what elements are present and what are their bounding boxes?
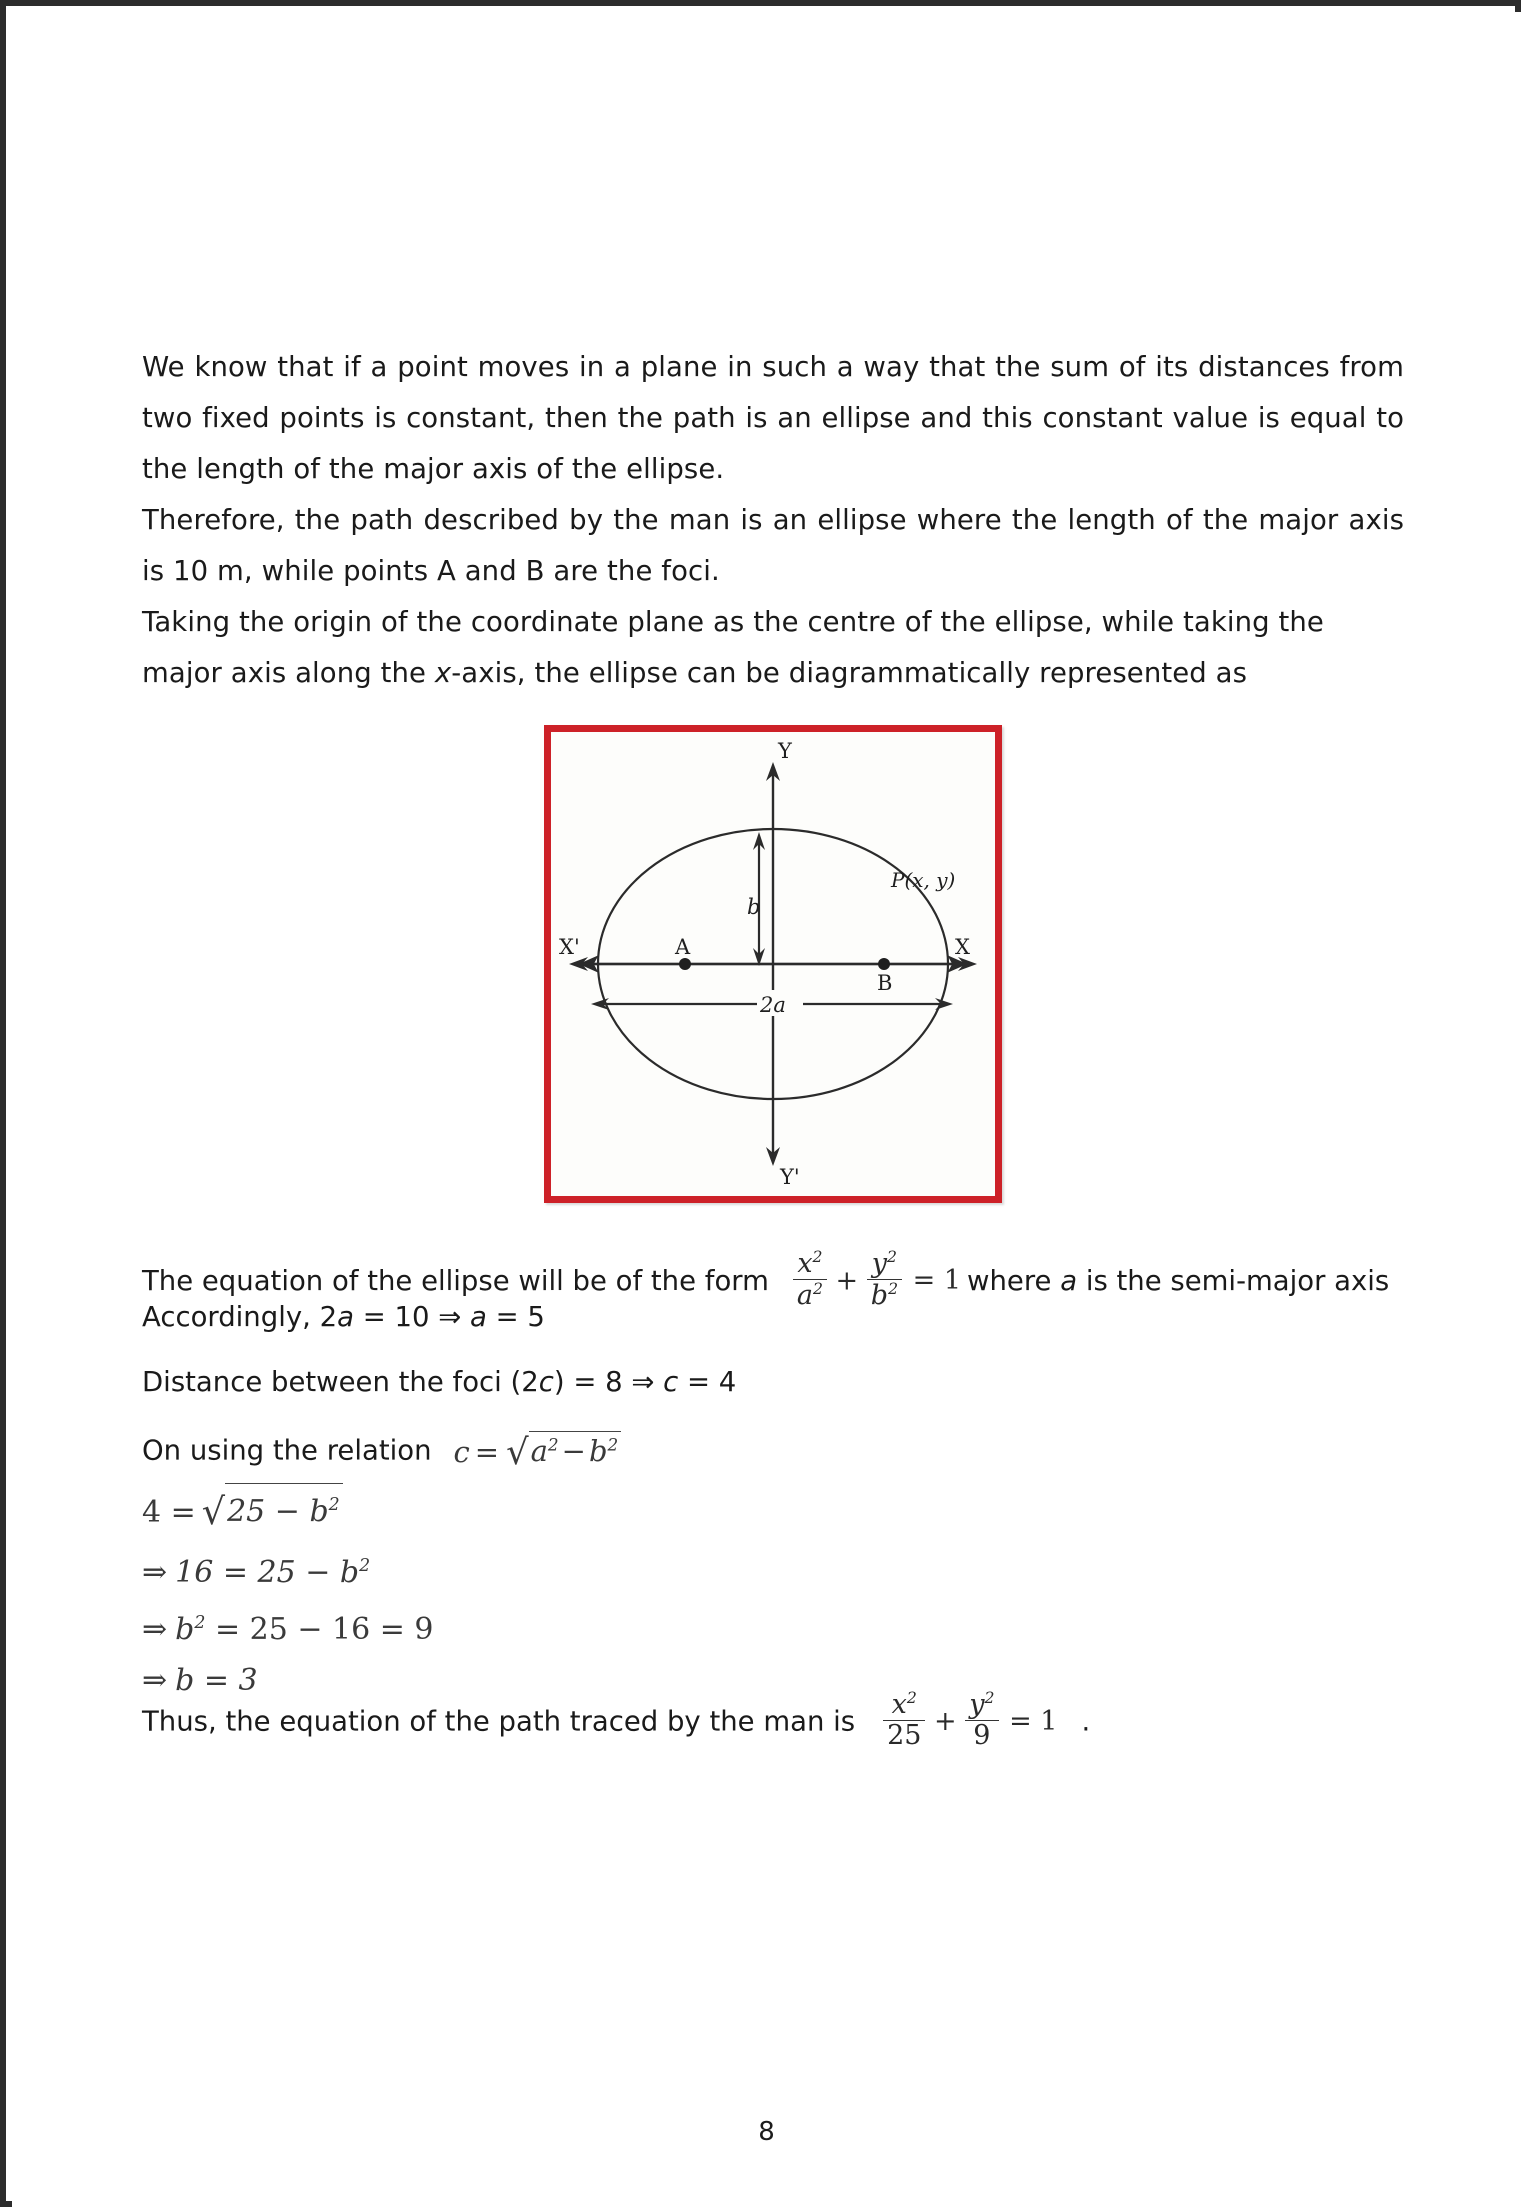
- relation-formula: [454, 1430, 622, 1471]
- num-exp: 2: [812, 1247, 823, 1266]
- equation-form-italic-a: a: [1060, 1264, 1078, 1297]
- label-x-negative: X': [559, 935, 580, 959]
- radicand-a-exp: 2: [547, 1434, 559, 1455]
- radicand-a: a: [530, 1434, 548, 1468]
- fraction-numerator: [883, 1690, 925, 1721]
- fraction-denominator: 9: [973, 1720, 991, 1752]
- ellipse-figure: [544, 725, 1002, 1203]
- derivation-step-3: [142, 1604, 434, 1649]
- step4-arrow: ⇒: [142, 1663, 168, 1698]
- final-ellipse-equation: [883, 1688, 1058, 1752]
- label-major-axis-2a: 2a: [760, 993, 786, 1017]
- radicand-b: b: [588, 1434, 608, 1468]
- paragraph-conclusion-ellipse: Therefore, the path described by the man is an ellipse where the length of the major axis is 10 m, while points A and B are the foci.: [142, 504, 1404, 587]
- step3-text: b: [175, 1612, 195, 1647]
- num-exp: 2: [906, 1688, 917, 1707]
- accordingly-text-start: Accordingly, 2: [142, 1301, 338, 1333]
- accordingly-text-mid: = 10 ⇒: [353, 1301, 470, 1333]
- page-number: 8: [758, 2117, 775, 2147]
- formula-equals-one: = 1: [912, 1265, 962, 1297]
- foci-italic-c1: c: [538, 1366, 554, 1398]
- formula-plus-sign: +: [934, 1705, 957, 1737]
- step2-exp: 2: [359, 1556, 371, 1576]
- step1-lhs: 4 =: [142, 1495, 196, 1530]
- derivation-steps: [142, 1484, 434, 1700]
- fraction-y2-over-9: [965, 1690, 998, 1751]
- label-x-positive: X: [955, 935, 970, 959]
- num-exp: 2: [984, 1688, 995, 1707]
- radicand-minus: −: [561, 1434, 586, 1468]
- paragraph-coordinate-setup-text-1: Taking the origin of the coordinate plane as the centre of the ellipse, while taking the major axis along the: [142, 606, 1324, 689]
- label-focus-b: B: [877, 971, 893, 995]
- paragraph-coordinate-setup-italic-x: x: [434, 657, 452, 689]
- num-var: x: [891, 1689, 907, 1720]
- fraction-numerator: [965, 1690, 998, 1721]
- foci-italic-c2: c: [663, 1366, 679, 1398]
- foci-text-mid: ) = 8 ⇒: [553, 1366, 664, 1398]
- den-exp: 2: [888, 1279, 899, 1299]
- num-var: x: [797, 1248, 813, 1279]
- label-y-negative: Y': [780, 1165, 800, 1189]
- fraction-numerator: [793, 1249, 827, 1280]
- step2-arrow: ⇒: [142, 1555, 168, 1590]
- conclusion-period: .: [1081, 1705, 1091, 1738]
- derivation-step-1: [142, 1484, 434, 1532]
- step1-radicand: 25 − b: [227, 1494, 329, 1529]
- label-semi-minor-b: b: [747, 895, 761, 919]
- label-point-p: P(x, y): [891, 868, 956, 892]
- ellipse-diagram-svg: [551, 732, 995, 1196]
- equation-form-lead-text: The equation of the ellipse will be of the form: [142, 1264, 769, 1297]
- fraction-denominator: [867, 1280, 902, 1310]
- num-exp: 2: [887, 1247, 898, 1266]
- accordingly-italic-a2: a: [470, 1301, 487, 1333]
- radicand: [529, 1431, 622, 1468]
- accordingly-line: [142, 1301, 545, 1333]
- fraction-numerator: [867, 1249, 902, 1280]
- den-var: a: [796, 1280, 813, 1312]
- foci-distance-line: [142, 1366, 736, 1398]
- conclusion-lead-text: Thus, the equation of the path traced by the man is: [142, 1705, 856, 1738]
- step3-exp: 2: [194, 1613, 206, 1633]
- label-focus-a: A: [675, 935, 691, 959]
- step1-radicand-exp: 2: [328, 1495, 340, 1515]
- den-exp: 2: [812, 1279, 823, 1299]
- radicand-b-exp: 2: [607, 1434, 619, 1455]
- standard-ellipse-formula: [793, 1247, 962, 1312]
- formula-equals-one: = 1: [1009, 1705, 1058, 1737]
- label-y-positive: Y: [778, 739, 792, 763]
- radicand: [225, 1483, 343, 1531]
- step4-text: b = 3: [175, 1663, 258, 1698]
- radical-expression: [504, 1430, 621, 1471]
- focus-a-dot: [679, 958, 691, 970]
- accordingly-text-end: = 5: [486, 1301, 545, 1333]
- num-var: y: [969, 1689, 985, 1720]
- step1-radical: [196, 1484, 343, 1532]
- equation-form-trail-text-1: where: [967, 1264, 1061, 1297]
- relation-lead-text: On using the relation: [142, 1434, 432, 1467]
- equation-form-trail-text-2: is the semi-major axis: [1077, 1264, 1390, 1297]
- foci-text-start: Distance between the foci (2: [142, 1366, 539, 1398]
- num-var: y: [871, 1248, 888, 1279]
- fraction-denominator: 25: [887, 1720, 922, 1752]
- paragraph-coordinate-setup: [142, 597, 1404, 699]
- fraction-denominator: [793, 1280, 827, 1310]
- relation-equals: =: [474, 1435, 500, 1469]
- fraction-x2-over-25: [883, 1690, 925, 1751]
- document-body: [142, 342, 1404, 699]
- paragraph-definition: We know that if a point moves in a plane in such a way that the sum of its distances from two fixed points is constant, then the path is an ellipse and this constant value is equal to the length of the major axis of the ellipse.: [142, 351, 1404, 485]
- fraction-y2-over-b2: [867, 1249, 902, 1311]
- formula-plus-sign: +: [835, 1265, 859, 1297]
- step2-text: 16 = 25 − b: [175, 1555, 360, 1590]
- paragraph-coordinate-setup-text-2: -axis, the ellipse can be diagrammatically represented as: [451, 657, 1248, 689]
- fraction-x2-over-a2: [793, 1249, 827, 1311]
- radical-symbol: √: [201, 1490, 226, 1533]
- relation-c: c: [453, 1435, 470, 1469]
- focus-b-dot: [878, 958, 890, 970]
- derivation-step-2: [142, 1547, 434, 1592]
- accordingly-italic-a1: a: [337, 1301, 354, 1333]
- conclusion-line: [142, 1688, 1091, 1752]
- ellipse-figure-border: [544, 725, 1002, 1203]
- den-var: b: [870, 1280, 889, 1312]
- foci-text-end: = 4: [678, 1366, 737, 1398]
- step3-arrow: ⇒: [142, 1612, 168, 1647]
- relation-line: [142, 1430, 621, 1471]
- step3-text-after: = 25 − 16 = 9: [205, 1612, 434, 1647]
- page-sheet: [12, 12, 1521, 2207]
- radical-symbol: √: [506, 1432, 529, 1473]
